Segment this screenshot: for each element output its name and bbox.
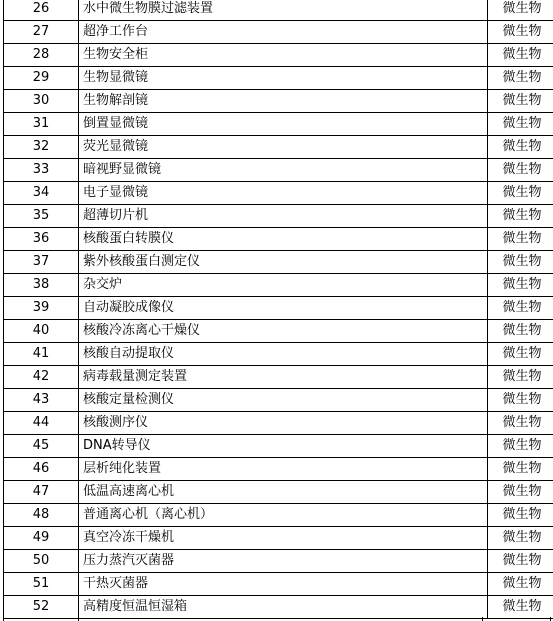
equipment-name: 生物安全柜 [79,44,488,67]
row-number: 36 [4,228,79,251]
row-number: 28 [4,44,79,67]
column-divider [482,617,483,621]
table-row [4,412,553,435]
equipment-name: 暗视野显微镜 [79,159,488,182]
table-row [4,297,553,320]
table-row [4,159,553,182]
category-cell: 微生物 [488,320,553,343]
table-row [4,389,553,412]
equipment-name: 普通离心机（离心机） [79,504,488,527]
table-row [4,228,553,251]
category-cell: 微生物 [488,527,553,550]
row-number: 46 [4,458,79,481]
category-cell: 微生物 [488,481,553,504]
table-row [4,113,553,136]
row-number: 41 [4,343,79,366]
equipment-name: 杂交炉 [79,274,488,297]
equipment-name: 层析纯化装置 [79,458,488,481]
row-number: 44 [4,412,79,435]
category-cell: 微生物 [488,159,553,182]
category-cell: 微生物 [488,0,553,21]
category-cell: 微生物 [488,550,553,573]
row-number: 43 [4,389,79,412]
row-number: 45 [4,435,79,458]
category-cell: 微生物 [488,504,553,527]
row-number: 34 [4,182,79,205]
category-cell: 微生物 [488,458,553,481]
equipment-name: 生物解剖镜 [79,90,488,113]
row-number: 32 [4,136,79,159]
category-cell: 微生物 [488,228,553,251]
equipment-name: 倒置显微镜 [79,113,488,136]
category-cell: 微生物 [488,67,553,90]
category-cell: 微生物 [488,274,553,297]
equipment-table [3,0,553,619]
row-number: 33 [4,159,79,182]
category-cell: 微生物 [488,44,553,67]
category-cell: 微生物 [488,113,553,136]
table-row [4,366,553,389]
equipment-name: 压力蒸汽灭菌器 [79,550,488,573]
category-cell: 微生物 [488,182,553,205]
table-row [4,550,553,573]
row-number: 48 [4,504,79,527]
equipment-name: 超净工作台 [79,21,488,44]
category-cell: 微生物 [488,90,553,113]
table-row [4,90,553,113]
row-number: 31 [4,113,79,136]
table-row [4,274,553,297]
category-cell: 微生物 [488,251,553,274]
row-number: 37 [4,251,79,274]
row-number: 47 [4,481,79,504]
category-cell: 微生物 [488,596,553,619]
table-row [4,44,553,67]
table-row [4,596,553,619]
equipment-name: 核酸定量检测仪 [79,389,488,412]
equipment-name: 荧光显微镜 [79,136,488,159]
table-row [4,0,553,21]
table-row [4,182,553,205]
row-number: 51 [4,573,79,596]
row-number: 35 [4,205,79,228]
row-number: 39 [4,297,79,320]
category-cell: 微生物 [488,573,553,596]
table-row [4,67,553,90]
category-cell: 微生物 [488,343,553,366]
category-cell: 微生物 [488,136,553,159]
equipment-name: 生物显微镜 [79,67,488,90]
category-cell: 微生物 [488,366,553,389]
equipment-name: 干热灭菌器 [79,573,488,596]
category-cell: 微生物 [488,412,553,435]
row-number: 27 [4,21,79,44]
equipment-name: 核酸冷冻离心干燥仪 [79,320,488,343]
table-row [4,21,553,44]
equipment-name: 低温高速离心机 [79,481,488,504]
equipment-name: 核酸蛋白转膜仪 [79,228,488,251]
equipment-name: DNA转导仪 [79,435,488,458]
row-number: 26 [4,0,79,21]
row-number: 38 [4,274,79,297]
category-cell: 微生物 [488,389,553,412]
column-divider [78,617,79,621]
category-cell: 微生物 [488,297,553,320]
equipment-name: 高精度恒温恒湿箱 [79,596,488,619]
table-row [4,251,553,274]
row-number: 49 [4,527,79,550]
equipment-name: 超薄切片机 [79,205,488,228]
row-number: 40 [4,320,79,343]
table-row [4,504,553,527]
row-number: 42 [4,366,79,389]
equipment-name: 自动凝胶成像仪 [79,297,488,320]
equipment-table-body [4,0,553,619]
table-row [4,458,553,481]
equipment-name: 核酸自动提取仪 [79,343,488,366]
equipment-name: 核酸测序仪 [79,412,488,435]
row-number: 30 [4,90,79,113]
equipment-name: 真空冷冻干燥机 [79,527,488,550]
equipment-name: 病毒载量测定装置 [79,366,488,389]
table-row [4,343,553,366]
equipment-name: 紫外核酸蛋白测定仪 [79,251,488,274]
table-row [4,481,553,504]
table-row [4,573,553,596]
table-row [4,205,553,228]
row-number: 29 [4,67,79,90]
row-number: 50 [4,550,79,573]
equipment-name: 水中微生物膜过滤装置 [79,0,488,21]
table-row [4,320,553,343]
table-continuation-edge [3,617,551,621]
equipment-name: 电子显微镜 [79,182,488,205]
table-row [4,527,553,550]
table-row [4,435,553,458]
table-row [4,136,553,159]
row-number: 52 [4,596,79,619]
category-cell: 微生物 [488,435,553,458]
category-cell: 微生物 [488,21,553,44]
category-cell: 微生物 [488,205,553,228]
